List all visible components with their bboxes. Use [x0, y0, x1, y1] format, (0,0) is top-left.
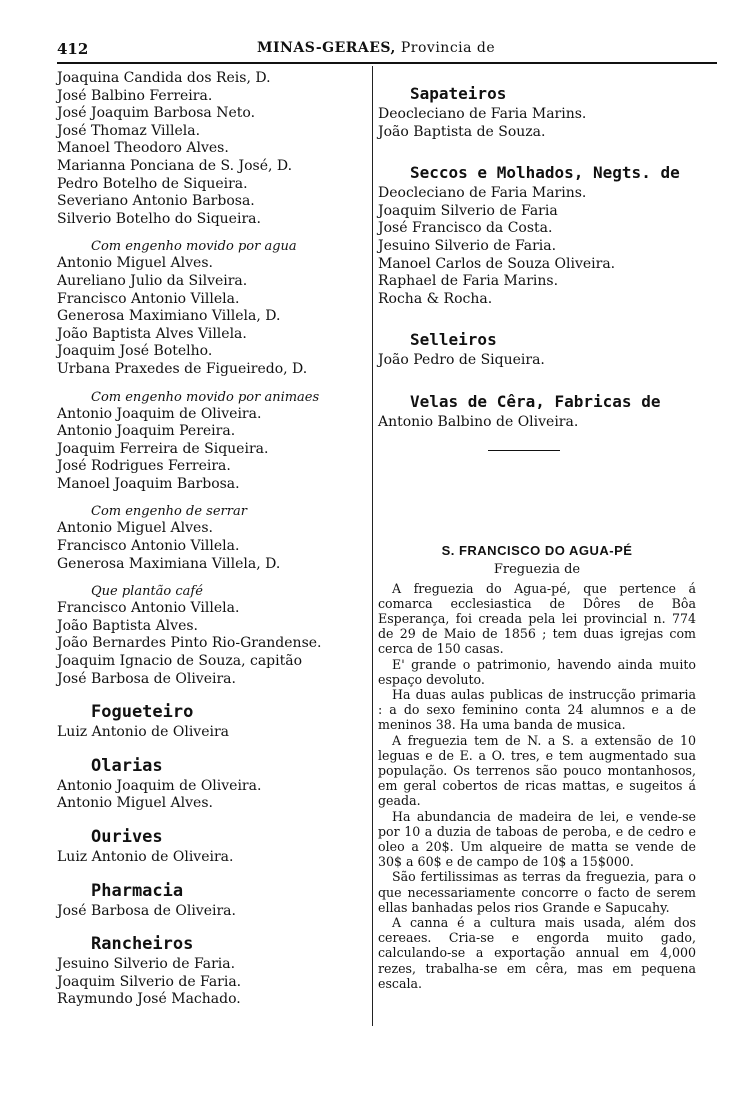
running-head — [257, 40, 495, 56]
header-rule — [57, 62, 717, 64]
subcategory-heading: Que plantão café — [91, 584, 203, 600]
list-entry: Deocleciano de Faria Marins. — [378, 185, 587, 202]
body-paragraph: A freguezia do Agua-pé, que pertence á comarca ecclesiastica de Dôres de Bôa Esperança, foi creada pela lei provincial n. 774 de 29 de Maio de 1856 ; tem duas igrejas com cerca de 150 casas. — [378, 580, 696, 657]
section-subtitle: Freguezia de — [493, 561, 581, 577]
subcategory-heading: Com engenho movido por animaes — [91, 389, 320, 405]
list-entry: Francisco Antonio Villela. — [57, 600, 240, 617]
list-entry: Joaquina Candida dos Reis, D. — [57, 70, 271, 86]
body-paragraph: A freguezia tem de N. a S. a extensão de 10 leguas e de E. a O. tres, e tem augmentado sua população. Os terrenos são pouco montanhosos, em geral cobertos de ricas mattas, e sugeitos á geada. — [378, 732, 696, 809]
list-entry: João Pedro de Siqueira. — [378, 352, 545, 369]
list-entry: Francisco Antonio Villela. — [57, 290, 240, 307]
body-paragraph: Ha duas aulas publicas de instrucção primaria : a do sexo feminino conta 24 alumnos e a de meninos 38. Ha uma banda de musica. — [378, 686, 696, 733]
section-title: S. FRANCISCO DO AGUA-PÉ — [441, 542, 633, 558]
list-entry: Jesuino Silverio de Faria. — [378, 237, 557, 254]
right-column-lists — [378, 84, 696, 432]
list-entry: João Baptista de Souza. — [378, 123, 546, 140]
list-entry: Francisco Antonio Villela. — [57, 538, 240, 555]
category-heading: Fogueteiro — [91, 702, 194, 723]
list-entry: Generosa Maximiano Villela, D. — [57, 308, 281, 325]
body-paragraph: A canna é a cultura mais usada, além dos cereaes. Cria-se e engorda muito gado, calculando-se a exportação annual em 4,000 rezes, trabalha-se em cêra, mas em pequena escala. — [378, 915, 696, 991]
list-entry: José Francisco da Costa. — [378, 220, 553, 237]
list-entry: Rocha & Rocha. — [378, 290, 493, 307]
list-entry: José Barbosa de Oliveira. — [57, 670, 236, 687]
list-entry: Joaquim José Botelho. — [57, 343, 213, 360]
list-entry: Antonio Joaquim de Oliveira. — [57, 777, 262, 794]
list-entry: Antonio Miguel Alves. — [57, 795, 213, 812]
list-entry: Raphael de Faria Marins. — [378, 273, 559, 290]
list-entry: Antonio Miguel Alves. — [57, 520, 213, 537]
list-entry: Aureliano Julio da Silveira. — [57, 272, 248, 289]
list-entry: João Baptista Alves Villela. — [57, 325, 247, 342]
list-entry: Manoel Theodoro Alves. — [57, 140, 229, 157]
list-entry: José Rodrigues Ferreira. — [57, 458, 231, 475]
page-header — [57, 40, 717, 64]
page-number: 412 — [57, 40, 89, 58]
subcategory-heading: Com engenho de serrar — [91, 504, 247, 520]
list-entry: Joaquim Silverio de Faria. — [57, 973, 242, 990]
list-entry: Antonio Joaquim de Oliveira. — [57, 405, 262, 422]
list-entry: Manoel Carlos de Souza Oliveira. — [378, 255, 616, 272]
category-heading: Ourives — [91, 827, 163, 847]
list-entry: Raymundo José Machado. — [57, 991, 241, 1008]
category-heading: Velas de Cêra, Fabricas de — [410, 391, 661, 411]
list-entry: Urbana Praxedes de Figueiredo, D. — [57, 360, 308, 377]
list-entry: Severiano Antonio Barbosa. — [57, 193, 255, 210]
list-entry: Joaquim Silverio de Faria — [378, 202, 558, 219]
section-body — [378, 581, 696, 991]
running-head-subtitle: Provincia de — [400, 40, 496, 56]
body-paragraph: E' grande o patrimonio, havendo ainda muito espaço devoluto. — [378, 656, 696, 687]
list-entry: José Joaquim Barbosa Neto. — [57, 105, 256, 122]
right-column — [378, 70, 696, 991]
body-paragraph: São fertilissimas as terras da freguezia, para o que necessariamente concorre o facto de serem ellas banhadas pelos rios Grande e Sapucahy. — [378, 869, 696, 915]
list-entry: Jesuino Silverio de Faria. — [57, 956, 236, 973]
list-entry: Antonio Joaquim Pereira. — [57, 423, 236, 440]
list-entry: Luiz Antonio de Oliveira. — [57, 849, 234, 865]
section-separator-rule — [488, 450, 560, 451]
category-heading: Selleiros — [410, 330, 497, 350]
list-entry: Manoel Joaquim Barbosa. — [57, 475, 240, 492]
category-heading: Pharmacia — [91, 880, 184, 901]
list-entry: Silverio Botelho do Siqueira. — [57, 210, 261, 227]
list-entry: João Bernardes Pinto Rio-Grandense. — [57, 635, 322, 652]
list-entry: Luiz Antonio de Oliveira — [57, 724, 230, 741]
list-entry: Antonio Balbino de Oliveira. — [378, 413, 579, 430]
subcategory-heading: Com engenho movido por agua — [91, 239, 297, 255]
list-entry: João Baptista Alves. — [57, 617, 198, 634]
category-heading: Rancheiros — [91, 934, 194, 955]
list-entry: Deocleciano de Faria Marins. — [378, 106, 587, 122]
list-entry: Joaquim Ferreira de Siqueira. — [57, 440, 269, 457]
list-entry: José Barbosa de Oliveira. — [57, 902, 236, 919]
left-column — [57, 70, 372, 1009]
list-entry: José Balbino Ferreira. — [57, 87, 213, 104]
category-heading: Sapateiros — [410, 84, 507, 103]
list-entry: Pedro Botelho de Siqueira. — [57, 175, 248, 192]
body-paragraph: Ha abundancia de madeira de lei, e vende-se por 10 a duzia de taboas de peroba, e de cedro e oleo a 20$. Um alqueire de matta se vende de 30$ a 60$ e de campo de 10$ a 15$000. — [378, 808, 696, 870]
category-heading: Seccos e Molhados, Negts. de — [410, 163, 680, 183]
category-heading: Olarias — [91, 755, 163, 776]
list-entry: Antonio Miguel Alves. — [57, 255, 213, 272]
list-entry: Generosa Maximiana Villela, D. — [57, 555, 281, 572]
list-entry: Marianna Ponciana de S. José, D. — [57, 157, 293, 174]
running-head-title: MINAS-GERAES, — [257, 40, 396, 56]
column-divider — [372, 66, 373, 1026]
list-entry: José Thomaz Villela. — [57, 122, 201, 139]
list-entry: Joaquim Ignacio de Souza, capitão — [57, 653, 303, 670]
